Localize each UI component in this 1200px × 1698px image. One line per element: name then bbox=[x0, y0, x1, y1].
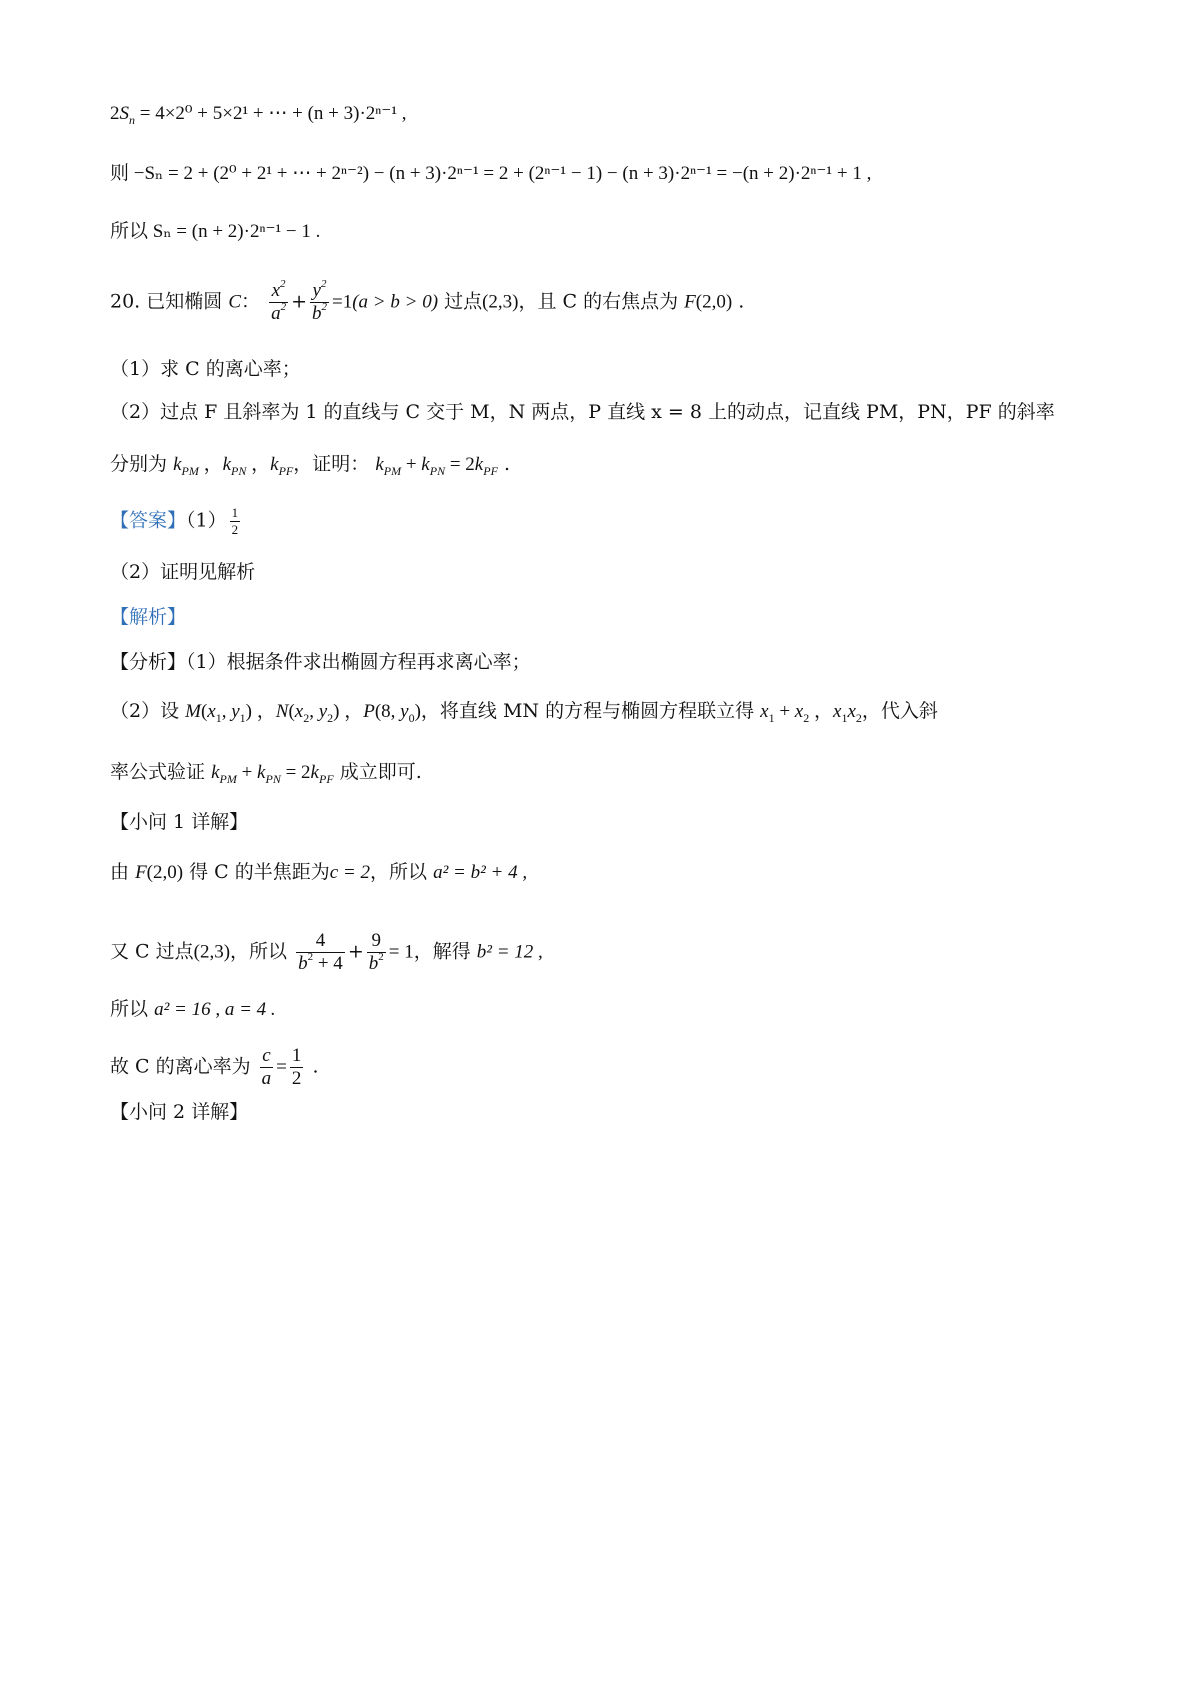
detail1-line3: 所以 a² = 16 , a = 4 . bbox=[110, 998, 276, 1020]
problem-part2-line2: 分别为 $k_{PM}$ ，$k_{PN}$ ，$k_{PF}$，证明： $k_{PM} + k_{PN} = 2k_{PF}$ . bbox=[110, 453, 510, 478]
problem-part1: （1）求 C 的离心率； bbox=[110, 358, 301, 380]
answer-part1: 【答案】（1） $\frac{1}{2}$ bbox=[110, 505, 239, 537]
detail1-line2: 又 C 过点(2,3)，所以 $\frac{4}{b^2 + 4}$ + $\frac{9}{b^2}$ = 1，解得 b² = 12 , bbox=[110, 930, 543, 974]
sum-equation-2sn: $2S_n = 4\times 2^0 + 5\times 2^1$ + ⋯ + (n + 3)·2ⁿ⁻¹ , bbox=[110, 103, 407, 127]
answer-part2: （2）证明见解析 bbox=[110, 561, 256, 583]
detail1-line1: 由 F(2,0) 得 C 的半焦距为c = 2，所以 a² = b² + 4 , bbox=[110, 861, 528, 883]
detail1-label: 【小问 1 详解】 bbox=[110, 811, 249, 833]
analysis-fenxi-part2: （2）设 $M(x_1$, $y_1$) ，$N(x_2$, $y_2$) ，P(8, $y_0$)，将直线 MN 的方程与椭圆方程联立得 $x_1 + x_2$ ，$x_1x_2$，代入斜 bbox=[110, 700, 938, 725]
ellipse-x-term: $\frac{x^2}{a^2}$ bbox=[271, 278, 287, 324]
analysis-label: 【解析】 bbox=[110, 606, 187, 628]
analysis-fenxi-part1: 【分析】（1）根据条件求出椭圆方程再求离心率； bbox=[110, 651, 531, 673]
sum-equation-minus-sn: 则 −Sₙ = 2 + (2⁰ + 2¹ + ⋯ + 2ⁿ⁻²) − (n + 3)·2ⁿ⁻¹ = 2 + (2ⁿ⁻¹ − 1) − (n + 3)·2ⁿ⁻¹ = −(n + 2)·2ⁿ⁻¹ + 1 , bbox=[110, 163, 872, 184]
fraction-c-over-a: $\frac{c}{a}$ bbox=[261, 1045, 272, 1089]
detail1-line4: 故 C 的离心率为 $\frac{c}{a}$ = $\frac{1}{2}$ . bbox=[110, 1045, 319, 1089]
detail2-label: 【小问 2 详解】 bbox=[110, 1101, 249, 1123]
answer-fraction: $\frac{1}{2}$ bbox=[231, 505, 239, 537]
analysis-fenxi-part2-line2: 率公式验证 $k_{PM} + k_{PN} = 2k_{PF}$ 成立即可. bbox=[110, 761, 422, 786]
ellipse-y-term: $\frac{y^2}{b^2}$ bbox=[312, 278, 327, 324]
problem-number: 20. bbox=[110, 290, 141, 313]
fraction-9-over-b2: $\frac{9}{b^2}$ bbox=[368, 930, 384, 974]
sum-equation-result: 所以 Sₙ = (n + 2)·2ⁿ⁻¹ − 1 . bbox=[110, 221, 321, 242]
fraction-one-half: $\frac{1}{2}$ bbox=[291, 1045, 302, 1089]
answer-label: 【答案】 bbox=[110, 509, 187, 532]
problem-statement: 20. 已知椭圆 C： $\frac{x^2}{a^2}$ + $\frac{y^2}{b^2}$ =1(a > b > 0) 过点(2,3)，且 C 的右焦点为 F(2,0) . bbox=[110, 278, 745, 324]
problem-part2-line1: （2）过点 F 且斜率为 1 的直线与 C 交于 M，N 两点，P 直线 x = 8 上的动点，记直线 PM，PN，PF 的斜率 bbox=[110, 401, 1055, 423]
fraction-4-over-b2-plus-4: $\frac{4}{b^2 + 4}$ bbox=[298, 930, 343, 974]
